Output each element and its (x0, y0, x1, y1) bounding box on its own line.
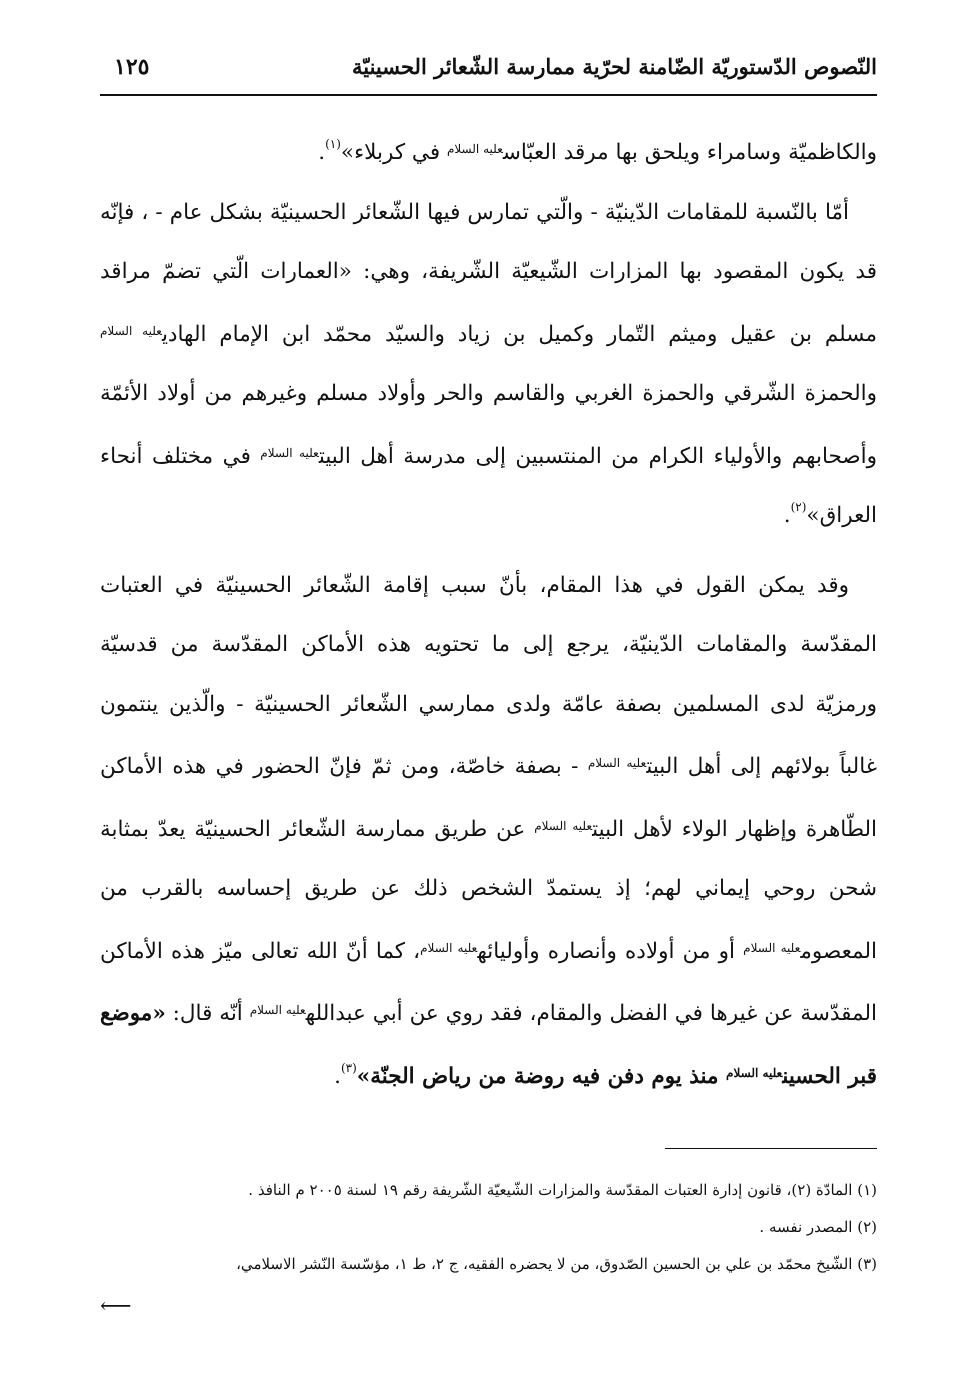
text-run: والكاظميّة وسامراء ويلحق بها مرقد العبّاس (502, 140, 877, 165)
footnote-ref-2: (٢) (790, 500, 807, 514)
text-run: . (334, 1063, 341, 1089)
honorific-mark: عليه السلام (100, 323, 162, 338)
footnotes (100, 1172, 877, 1283)
page-number: ١٢٥ (114, 54, 150, 80)
honorific-mark: عليه السلام (743, 940, 801, 955)
text-run: أو من أولاده وأنصاره وأوليائه (477, 938, 744, 964)
header-title: النّصوص الدّستوريّة الضّامنة لحرّية ممارسة الشّعائر الحسينيّة (352, 54, 877, 79)
text-run: وقد يمكن القول في هذا المقام، بأنّ سبب إقامة الشّعائر الحسينيّة في العتبات المقدّسة والمقامات الدّينيّة، يرجع إلى ما تحتويه هذه الأماكن المقدّسة من قدسيّة ورمزيّة لدى المسلمين بصفة عامّة ولدى ممارسي الشّعائر الحسينيّة - والّذين ينتمون غالباً بولائهم إلى أهل البيت (100, 572, 877, 779)
paragraph-3 (100, 556, 877, 1107)
paragraph-1 (100, 120, 877, 183)
honorific-mark: عليه السلام (587, 756, 647, 770)
text-run: أمّا بالنّسبة للمقامات الدّينيّة - والّتي تمارس فيها الشّعائر الحسينيّة بشكل عام - ، فإنّه قد يكون المقصود بها المزارات الشّيعيّة الشّريفة، وهي: «العمارات الّتي تضمّ مراقد مسلم بن عقيل وميثم التّمار وكميل بن زياد والسيّد محمّد ابن الإمام الهادي (100, 199, 877, 347)
quote-run: منذ يوم دفن فيه روضة من رياض الجنّة» (356, 1063, 727, 1089)
honorific-mark: عليه السلام (249, 1003, 306, 1017)
text-run: - بصفة خاصّة، ومن ثمّ فإنّ الحضور في هذه الأماكن الطّاهرة وإظهار الولاء لأهل البيت (100, 754, 877, 842)
text-run: . (783, 503, 791, 528)
text-run: في مختلف أنحاء العراق» (100, 443, 877, 528)
text-run: أنّه قال: (165, 1001, 250, 1026)
text-run: والحمزة الشّرقي والحمزة الغربي والقاسم والحر وأولاد مسلم وغيرهم من أولاد الأئمّة وأصحابهم والأولياء الكرام من المنتسبين إلى مدرسة أهل البيت (100, 381, 877, 469)
continuation-arrow-icon: ⟵ (100, 1294, 132, 1319)
footnote-1: (١) المادّة (٢)، قانون إدارة العتبات المقدّسة والمزارات الشّيعيّة الشّريفة رقم ١٩ لسنة ٢٠٠٥ م النافذ . (248, 1181, 877, 1199)
quote-run: «موضع قبر الحسين (100, 1001, 877, 1089)
honorific-mark: عليه السلام (446, 142, 503, 156)
text-run: . (318, 140, 326, 165)
footnote-2: (٢) المصدر نفسه . (759, 1218, 877, 1236)
body-text (100, 120, 877, 1106)
text-run: عن طريق ممارسة الشّعائر الحسينيّة يعدّ بمثابة شحن روحي إيماني لهم؛ إذ يستمدّ الشخص ذلك عن طريق إحساسه بالقرب من المعصوم (100, 816, 877, 964)
text-run: في كربلاء» (340, 140, 447, 165)
honorific-mark: عليه السلام (726, 1065, 783, 1080)
paragraph-2 (100, 183, 877, 546)
running-header (100, 52, 877, 96)
footnote-3: (٣) الشّيخ محمّد بن علي بن الحسين الصّدوق، من لا يحضره الفقيه، ج ٢، ط ١، مؤسّسة النّشر الاسلامي، (236, 1255, 877, 1273)
honorific-mark: عليه السلام (534, 818, 593, 833)
footnote-ref-1: (١) (325, 137, 341, 151)
honorific-mark: عليه السلام (420, 940, 478, 955)
honorific-mark: عليه السلام (260, 445, 319, 460)
text-run: ، كما أنّ الله تعالى ميّز هذه الأماكن المقدّسة عن غيرها في الفضل والمقام، فقد روي عن أبي عبدالله (100, 938, 877, 1026)
footnote-ref-3: (٣) (340, 1060, 357, 1075)
footnote-divider (665, 1148, 877, 1149)
